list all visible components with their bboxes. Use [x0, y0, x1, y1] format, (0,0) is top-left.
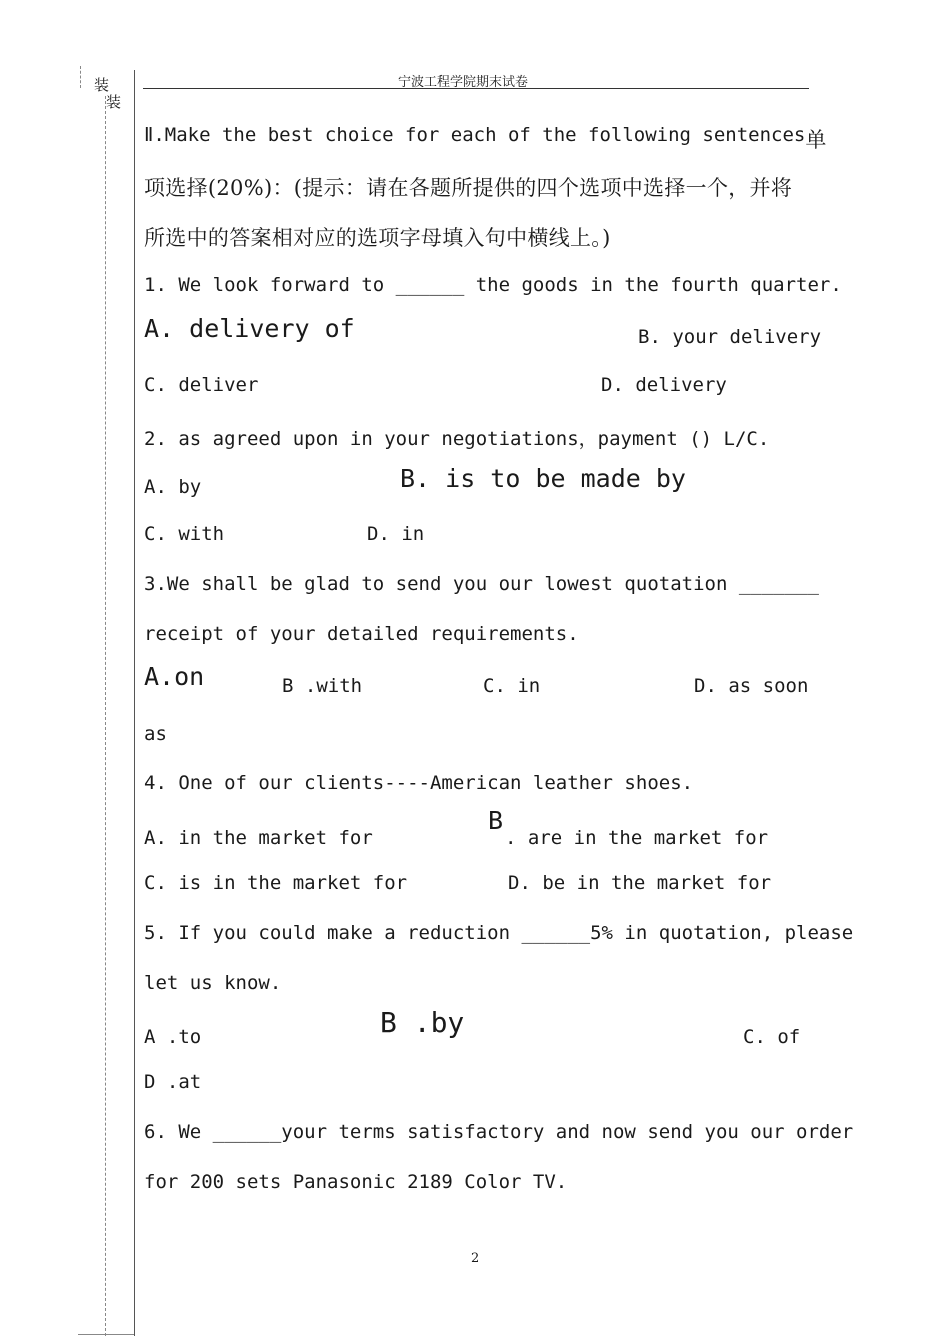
binding-mark-bottom: 装 — [106, 93, 122, 111]
question-5-option-b: B .by — [380, 1006, 465, 1039]
question-5-option-a: A .to — [144, 1026, 202, 1048]
question-1-stem: 1. We look forward to ______ the goods in the fourth quarter. — [144, 274, 842, 296]
page-number: 2 — [471, 1251, 480, 1266]
section-heading-line-1 — [144, 124, 827, 154]
binding-dashed-line — [105, 96, 106, 1336]
question-6-stem-line-1: 6. We ______your terms satisfactory and now send you our order — [144, 1121, 854, 1143]
question-3-option-d: D. as soon — [694, 675, 809, 697]
binding-solid-line — [134, 70, 135, 1336]
question-5-stem-line-1: 5. If you could make a reduction ______5% in quotation, please — [144, 922, 854, 944]
question-2-option-a: A. by — [144, 476, 202, 498]
question-5-option-d: D .at — [144, 1071, 202, 1093]
bottom-tick — [78, 1334, 134, 1335]
question-4-option-b: . are in the market for — [505, 827, 769, 849]
question-3-option-d-cont: as — [144, 723, 167, 745]
question-2-option-d: D. in — [367, 523, 425, 545]
exam-header-title: 宁波工程学院期末试卷 — [398, 75, 529, 90]
question-2-stem: 2. as agreed upon in your negotiations，payment () L/C. — [144, 428, 770, 450]
question-2-option-c: C. with — [144, 523, 225, 545]
question-3-stem-line-2: receipt of your detailed requirements. — [144, 623, 579, 645]
section-heading-line-2: 项选择(20%)：(提示：请在各题所提供的四个选项中选择一个，并将 — [144, 176, 793, 200]
question-3-option-c: C. in — [483, 675, 541, 697]
question-3-stem-line-1: 3.We shall be glad to send you our lowest quotation _______ — [144, 573, 819, 595]
question-6-stem-line-2: for 200 sets Panasonic 2189 Color TV. — [144, 1171, 568, 1193]
section-heading-cn-start: 单 — [805, 128, 827, 152]
question-4-option-c: C. is in the market for — [144, 872, 408, 894]
question-2-option-b: B. is to be made by — [400, 464, 686, 493]
question-3-option-a: A.on — [144, 662, 205, 691]
section-heading-en: Ⅱ.Make the best choice for each of the following sentences — [144, 124, 806, 146]
question-4-stem: 4. One of our clients----American leather shoes. — [144, 772, 694, 794]
binding-dashed-line — [80, 66, 81, 88]
question-4-option-a: A. in the market for — [144, 827, 373, 849]
question-5-option-c: C. of — [743, 1026, 801, 1048]
question-1-option-b: B. your delivery — [638, 326, 822, 348]
binding-mark-top: 装 — [94, 76, 110, 94]
question-5-stem-line-2: let us know. — [144, 972, 282, 994]
question-3-option-b: B .with — [282, 675, 363, 697]
header-rule — [143, 88, 809, 89]
question-4-option-d: D. be in the market for — [508, 872, 772, 894]
question-4-option-b-letter: B — [488, 806, 504, 835]
question-1-option-c: C. deliver — [144, 374, 259, 396]
question-1-option-d: D. delivery — [601, 374, 727, 396]
section-heading-line-3: 所选中的答案相对应的选项字母填入句中横线上。) — [144, 226, 611, 250]
question-1-option-a: A. delivery of — [144, 314, 355, 343]
